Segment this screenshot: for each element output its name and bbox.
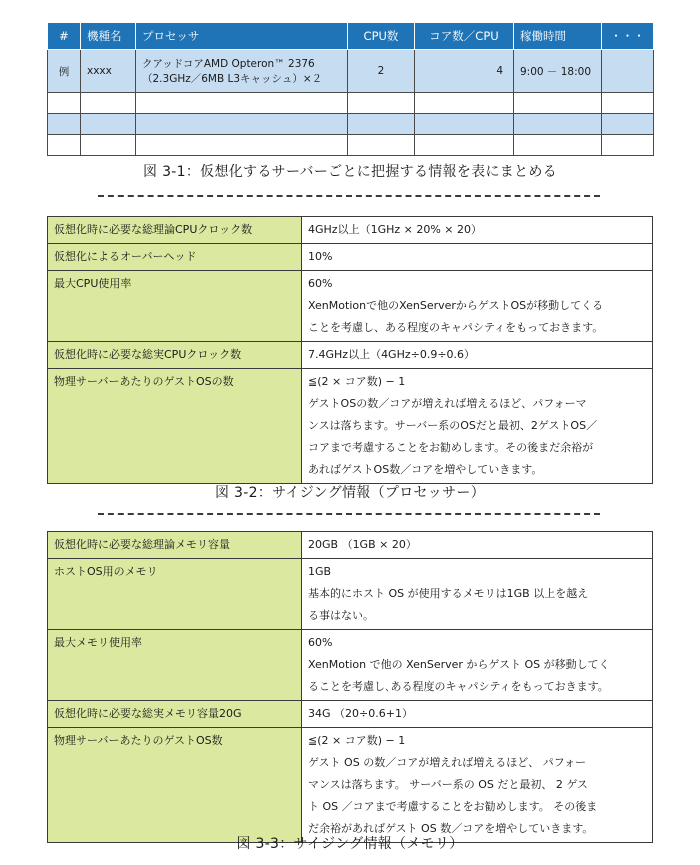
sizing-value-line: ることを考慮し､ある程度のキャパシティをもっておきます。 — [308, 680, 609, 693]
sizing-value — [302, 630, 653, 701]
figure-caption-3-3: 図 3-3：サイジング情報（メモリ） — [236, 836, 464, 852]
sizing-label: 物理サーバーあたりのゲストOSの数 — [48, 369, 302, 484]
table-row — [48, 630, 653, 701]
cell-number: 例 — [48, 50, 81, 93]
sizing-label: 物理サーバーあたりのゲストOS数 — [48, 728, 302, 843]
sizing-value-line: 10% — [308, 250, 333, 263]
table-row — [48, 114, 654, 135]
cell-more — [602, 50, 654, 93]
col-header-processor: プロセッサ — [136, 23, 348, 50]
table-row — [48, 701, 653, 728]
table-row — [48, 369, 653, 484]
sizing-value-line: マンスは落ちます。 サーバー系の OS だと最初、 2 ゲス — [308, 778, 588, 791]
cpu-sizing-table — [47, 216, 653, 484]
cell-processor — [136, 50, 348, 93]
sizing-value-line: 60% — [308, 277, 333, 290]
cell-cores-per-cpu: 4 — [415, 50, 514, 93]
sizing-label: 仮想化時に必要な総実CPUクロック数 — [48, 342, 302, 369]
sizing-label: 仮想化時に必要な総理論CPUクロック数 — [48, 217, 302, 244]
sizing-label: ホストOS用のメモリ — [48, 559, 302, 630]
sizing-label: 最大CPU使用率 — [48, 271, 302, 342]
table-row — [48, 728, 653, 843]
server-info-table — [47, 22, 654, 156]
sizing-value-line: ンスは落ちます。サーバー系のOSだと最初、2ゲストOS／ — [308, 419, 598, 432]
table-row — [48, 342, 653, 369]
sizing-value-line: 20GB （1GB × 20） — [308, 538, 417, 551]
sizing-value — [302, 271, 653, 342]
sizing-label: 仮想化によるオーバーヘッド — [48, 244, 302, 271]
sizing-value — [302, 342, 653, 369]
table-row — [48, 50, 654, 93]
dashed-divider — [98, 195, 600, 197]
sizing-value-line: だ余裕があればゲスト OS 数／コアを増やしていきます。 — [308, 822, 594, 835]
processor-line-1: クアッドコアAMD Opteron™ 2376 — [142, 58, 315, 70]
col-header-uptime: 稼働時間 — [514, 23, 602, 50]
dashed-divider — [98, 513, 600, 515]
sizing-value-line: ゲストOSの数／コアが増えれば増えるほど、パフォーマ — [308, 397, 587, 410]
col-header-cores-per-cpu: コア数／CPU — [415, 23, 514, 50]
sizing-value-line: ことを考慮し、ある程度のキャパシティをもっておきます。 — [308, 321, 604, 334]
cell-cpu-count: 2 — [348, 50, 415, 93]
sizing-value-line: ≦(2 × コア数) − 1 — [308, 734, 406, 747]
sizing-value — [302, 559, 653, 630]
sizing-value-line: 1GB — [308, 565, 332, 578]
col-header-model: 機種名 — [81, 23, 136, 50]
memory-sizing-table — [47, 531, 653, 843]
sizing-label: 仮想化時に必要な総理論メモリ容量 — [48, 532, 302, 559]
sizing-value-line: コアまで考慮することをお勧めします。その後まだ余裕が — [308, 441, 594, 454]
sizing-value-line: 34G （20÷0.6+1） — [308, 707, 413, 720]
sizing-value-line: 基本的にホスト OS が使用するメモリは1GB 以上を越え — [308, 587, 589, 600]
sizing-value — [302, 701, 653, 728]
sizing-value-line: ≦(2 × コア数) − 1 — [308, 375, 406, 388]
sizing-value-line: あればゲストOS数／コアを増やしていきます。 — [308, 463, 543, 476]
table-row — [48, 217, 653, 244]
sizing-value-line: ゲスト OS の数／コアが増えれば増えるほど、 パフォー — [308, 756, 587, 769]
sizing-value-line: ト OS ／コアまで考慮することをお勧めします。 その後ま — [308, 800, 598, 813]
table-row — [48, 135, 654, 156]
table-header-row — [48, 23, 654, 50]
sizing-value — [302, 217, 653, 244]
sizing-value — [302, 244, 653, 271]
table-row — [48, 244, 653, 271]
sizing-value-line: 60% — [308, 636, 333, 649]
figure-caption-3-1: 図 3-1：仮想化するサーバーごとに把握する情報を表にまとめる — [143, 164, 557, 180]
sizing-value-line: 4GHz以上（1GHz × 20% × 20） — [308, 223, 483, 236]
col-header-more: ・・・ — [602, 23, 654, 50]
cell-uptime: 9:00 － 18:00 — [514, 50, 602, 93]
sizing-label: 仮想化時に必要な総実メモリ容量20G — [48, 701, 302, 728]
table-row — [48, 559, 653, 630]
sizing-value-line: XenMotion で他の XenServer からゲスト OS が移動してく — [308, 658, 610, 671]
sizing-value — [302, 532, 653, 559]
col-header-cpu-count: CPU数 — [348, 23, 415, 50]
table-row — [48, 532, 653, 559]
sizing-value-line: る事はない。 — [308, 609, 374, 622]
sizing-value-line: 7.4GHz以上（4GHz÷0.9÷0.6） — [308, 348, 476, 361]
figure-caption-3-2: 図 3-2：サイジング情報（プロセッサー） — [214, 485, 485, 501]
sizing-value-line: XenMotionで他のXenServerからゲストOSが移動してくる — [308, 299, 604, 312]
table-row — [48, 271, 653, 342]
sizing-value — [302, 369, 653, 484]
processor-line-2: （2.3GHz／6MB L3キャッシュ）×２ — [142, 73, 323, 85]
cell-model: xxxx — [81, 50, 136, 93]
table-row — [48, 93, 654, 114]
sizing-label: 最大メモリ使用率 — [48, 630, 302, 701]
col-header-number: # — [48, 23, 81, 50]
sizing-value — [302, 728, 653, 843]
